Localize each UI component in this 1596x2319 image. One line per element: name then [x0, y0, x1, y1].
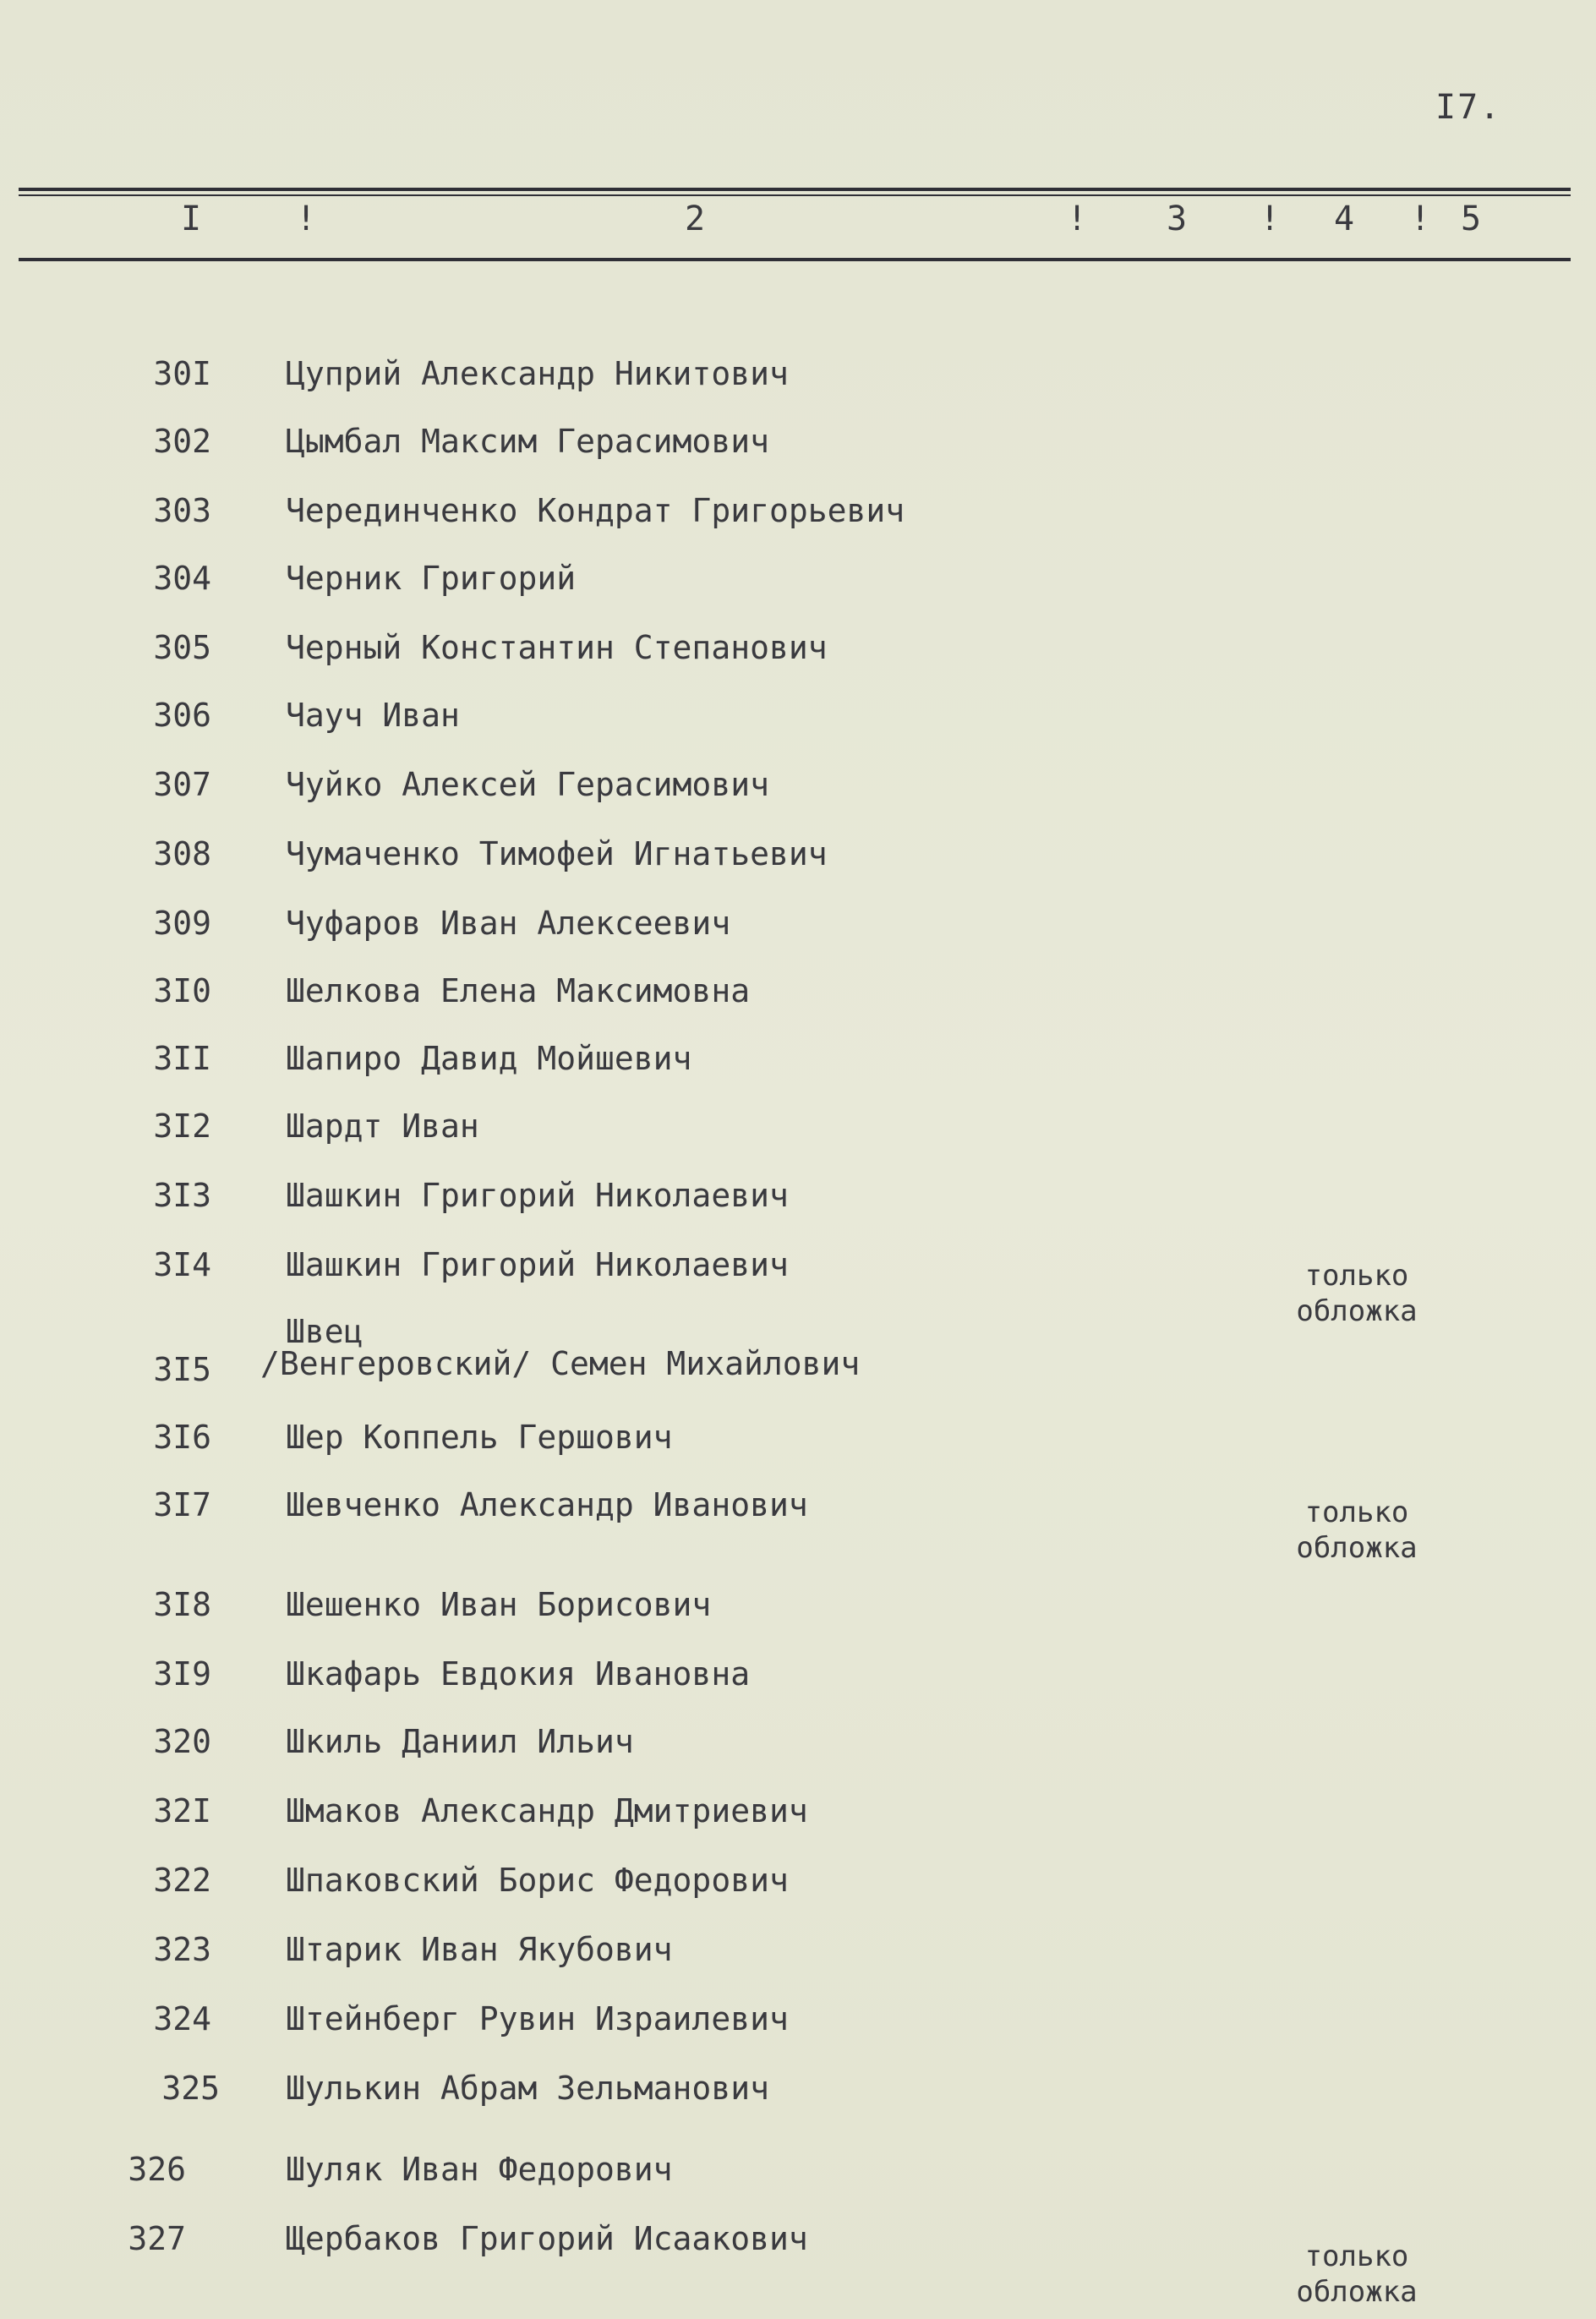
- entry-name: Шелкова Елена Максимовна: [286, 972, 751, 1009]
- entry-number: 3I9: [153, 1655, 211, 1693]
- entry-number: 323: [153, 1931, 211, 1968]
- entry-name: Цуприй Александр Никитович: [286, 355, 789, 392]
- list-item: [0, 1108, 1596, 1175]
- entry-name: Чуйко Алексей Герасимович: [286, 766, 769, 803]
- entry-name: Чуфаров Иван Алексеевич: [286, 905, 731, 942]
- list-item: [0, 1486, 1596, 1579]
- list-item: [0, 560, 1596, 627]
- list-item: [0, 2151, 1596, 2218]
- list-item: [0, 1723, 1596, 1791]
- entry-name: Черник Григорий: [286, 560, 577, 597]
- entry-name: Шашкин Григорий Николаевич: [286, 1246, 789, 1283]
- entry-number: 303: [153, 492, 211, 529]
- list-item: [0, 1419, 1596, 1486]
- header-separator: !: [1410, 200, 1431, 238]
- entry-name: Шпаковский Борис Федорович: [286, 1862, 789, 1899]
- entry-number: 308: [153, 835, 211, 872]
- header-col-1: I: [181, 200, 202, 238]
- entry-number: 320: [153, 1723, 211, 1760]
- list-item: [0, 629, 1596, 697]
- entry-name: Чумаченко Тимофей Игнатьевич: [286, 835, 828, 872]
- entry-name: Шашкин Григорий Николаевич: [286, 1177, 789, 1214]
- entry-name-line-2: /Венгеровский/ Семен Михайлович: [260, 1345, 861, 1382]
- entry-note: только обложка: [1296, 1496, 1418, 1565]
- entry-name: Шевченко Александр Иванович: [286, 1486, 808, 1523]
- entry-number: 32I: [153, 1792, 211, 1829]
- entry-number: 304: [153, 560, 211, 597]
- entry-name: Шуляк Иван Федорович: [286, 2151, 673, 2188]
- header-top-rule: [19, 188, 1571, 191]
- entry-name: Чауч Иван: [286, 697, 460, 734]
- page-number: I7.: [1435, 88, 1502, 127]
- entry-number: 30I: [153, 355, 211, 392]
- header-col-5: 5: [1461, 200, 1482, 238]
- entry-name: Штарик Иван Якубович: [286, 1931, 673, 1968]
- list-item: [0, 423, 1596, 490]
- list-item: [0, 1862, 1596, 1929]
- entry-number: 307: [153, 766, 211, 803]
- entry-name: Щербаков Григорий Исаакович: [286, 2220, 808, 2257]
- list-item: [0, 1931, 1596, 1999]
- list-item: [0, 2000, 1596, 2068]
- entry-number: 3I2: [153, 1108, 211, 1145]
- entry-name: Шкафарь Евдокия Ивановна: [286, 1655, 751, 1693]
- entry-number: 3I4: [153, 1246, 211, 1283]
- entry-name: Шешенко Иван Борисович: [286, 1586, 712, 1623]
- entry-name: Шулькин Абрам Зельманович: [286, 2070, 769, 2107]
- list-item: [0, 1040, 1596, 1108]
- entry-number: 3I8: [153, 1586, 211, 1623]
- entry-name: Штейнберг Рувин Израилевич: [286, 2000, 789, 2037]
- header-col-2: 2: [685, 200, 706, 238]
- list-item: [0, 1655, 1596, 1723]
- entry-name: Шапиро Давид Мойшевич: [286, 1040, 692, 1077]
- entry-number: 3I7: [153, 1486, 211, 1523]
- list-item: [0, 766, 1596, 834]
- entry-number: 3I0: [153, 972, 211, 1009]
- list-item: [0, 697, 1596, 764]
- entry-number: 305: [153, 629, 211, 666]
- entry-number: 324: [153, 2000, 211, 2037]
- list-item: [0, 1177, 1596, 1244]
- entry-number: 3II: [153, 1040, 211, 1077]
- entry-number: 3I3: [153, 1177, 211, 1214]
- header-separator: !: [1067, 200, 1088, 238]
- list-item: [0, 1792, 1596, 1860]
- entry-name: Шер Коппель Гершович: [286, 1419, 673, 1456]
- entry-name: Шкиль Даниил Ильич: [286, 1723, 634, 1760]
- entry-note: только обложка: [1296, 2240, 1418, 2309]
- entry-name: Шардт Иван: [286, 1108, 479, 1145]
- list-item: [0, 2220, 1596, 2319]
- entry-number: 3I5: [153, 1351, 211, 1388]
- header-col-4: 4: [1334, 200, 1355, 238]
- entry-number: 309: [153, 905, 211, 942]
- table-header: [0, 200, 1596, 250]
- header-top-rule-2: [19, 194, 1571, 196]
- entry-name: Черединченко Кондрат Григорьевич: [286, 492, 905, 529]
- entry-name-line-1: Швец: [286, 1313, 363, 1350]
- list-item: [0, 835, 1596, 903]
- header-bottom-rule: [19, 258, 1571, 261]
- entry-name: Цымбал Максим Герасимович: [286, 423, 769, 460]
- list-item: [0, 972, 1596, 1040]
- entry-number: 3I6: [153, 1419, 211, 1456]
- list-item: [0, 355, 1596, 423]
- entry-name: Черный Константин Степанович: [286, 629, 828, 666]
- header-col-3: 3: [1167, 200, 1188, 238]
- list-item: [0, 905, 1596, 972]
- entry-number: 322: [153, 1862, 211, 1899]
- header-separator: !: [296, 200, 317, 238]
- entry-number: 325: [161, 2070, 220, 2107]
- list-item: [0, 1315, 1596, 1400]
- entry-name: [260, 1313, 861, 1382]
- entry-number: 306: [153, 697, 211, 734]
- entry-number: 302: [153, 423, 211, 460]
- entry-number: 327: [128, 2220, 186, 2257]
- list-item: [0, 492, 1596, 560]
- list-item: [0, 1586, 1596, 1654]
- entry-name: Шмаков Александр Дмитриевич: [286, 1792, 808, 1829]
- list-item: [0, 2070, 1596, 2137]
- header-separator: !: [1260, 200, 1281, 238]
- entry-note: только обложка: [1296, 1259, 1418, 1328]
- entry-number: 326: [128, 2151, 186, 2188]
